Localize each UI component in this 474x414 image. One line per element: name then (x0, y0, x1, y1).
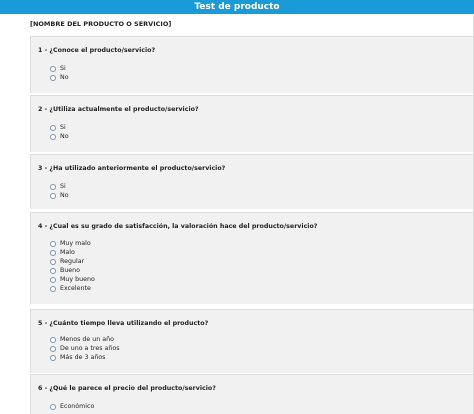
q1-option-no[interactable] (50, 73, 69, 82)
radio-button[interactable] (50, 125, 56, 131)
q2-option-si-label: Si (60, 124, 66, 131)
q4-option-muy-bueno[interactable] (50, 275, 95, 284)
radio-button[interactable] (50, 277, 56, 283)
q6-option-economico[interactable] (50, 402, 94, 411)
radio-button[interactable] (50, 286, 56, 292)
q4-option-label: Regular (60, 258, 85, 265)
question-1-title: 1 - ¿Conoce el producto/servicio? (38, 47, 156, 54)
radio-button[interactable] (50, 355, 56, 361)
q3-option-si-label: Si (60, 183, 66, 190)
q3-option-no-label: No (60, 192, 69, 199)
q4-option-label: Malo (60, 249, 75, 256)
q1-option-no-label: No (60, 74, 69, 81)
q3-option-no[interactable] (50, 191, 69, 200)
q2-option-no[interactable] (50, 132, 69, 141)
radio-button[interactable] (50, 250, 56, 256)
q4-option-label: Bueno (60, 267, 81, 274)
question-3-title: 3 - ¿Ha utilizado anteriormente el producto/servicio? (38, 165, 226, 172)
radio-button[interactable] (50, 184, 56, 190)
question-2 (30, 95, 474, 152)
question-4-title: 4 - ¿Cual es su grado de satisfacción, la valoración hace del producto/servicio? (38, 223, 318, 230)
q5-option-mas-de-3[interactable] (50, 353, 105, 362)
radio-button[interactable] (50, 66, 56, 72)
q4-option-label: Muy malo (60, 240, 91, 247)
question-4 (30, 212, 474, 304)
radio-button[interactable] (50, 134, 56, 140)
q4-option-excelente[interactable] (50, 284, 91, 293)
page-title: Test de producto (194, 2, 280, 12)
q2-option-no-label: No (60, 133, 69, 140)
q1-option-si-label: Si (60, 65, 66, 72)
q4-option-label: Excelente (60, 285, 91, 292)
q4-option-regular[interactable] (50, 257, 84, 266)
q5-option-de-uno-a-tres[interactable] (50, 344, 119, 353)
q2-option-si[interactable] (50, 123, 66, 132)
question-5 (30, 309, 474, 373)
radio-button[interactable] (50, 75, 56, 81)
q4-option-muy-malo[interactable] (50, 239, 91, 248)
question-2-title: 2 - ¿Utiliza actualmente el producto/servicio? (38, 106, 199, 113)
q5-option-label: Menos de un año (60, 336, 114, 343)
radio-button[interactable] (50, 193, 56, 199)
question-1 (30, 36, 474, 93)
q4-option-label: Muy bueno (60, 276, 95, 283)
page-title-bar (0, 0, 474, 14)
q5-option-menos-de-un-ano[interactable] (50, 335, 114, 344)
q5-option-label: Más de 3 años (60, 354, 106, 361)
q4-option-malo[interactable] (50, 248, 75, 257)
radio-button[interactable] (50, 337, 56, 343)
radio-button[interactable] (50, 346, 56, 352)
radio-button[interactable] (50, 404, 56, 410)
product-name-label: [NOMBRE DEL PRODUCTO O SERVICIO] (30, 20, 172, 28)
q4-option-bueno[interactable] (50, 266, 80, 275)
radio-button[interactable] (50, 259, 56, 265)
question-6 (30, 374, 474, 414)
q6-option-label: Económico (60, 403, 95, 410)
question-3 (30, 154, 474, 209)
question-5-title: 5 - ¿Cuánto tiempo lleva utilizando el producto? (38, 320, 209, 327)
q3-option-si[interactable] (50, 182, 66, 191)
question-6-title: 6 - ¿Qué le parece el precio del producto/servicio? (38, 385, 216, 392)
radio-button[interactable] (50, 268, 56, 274)
radio-button[interactable] (50, 241, 56, 247)
q1-option-si[interactable] (50, 64, 66, 73)
q5-option-label: De uno a tres años (60, 345, 120, 352)
